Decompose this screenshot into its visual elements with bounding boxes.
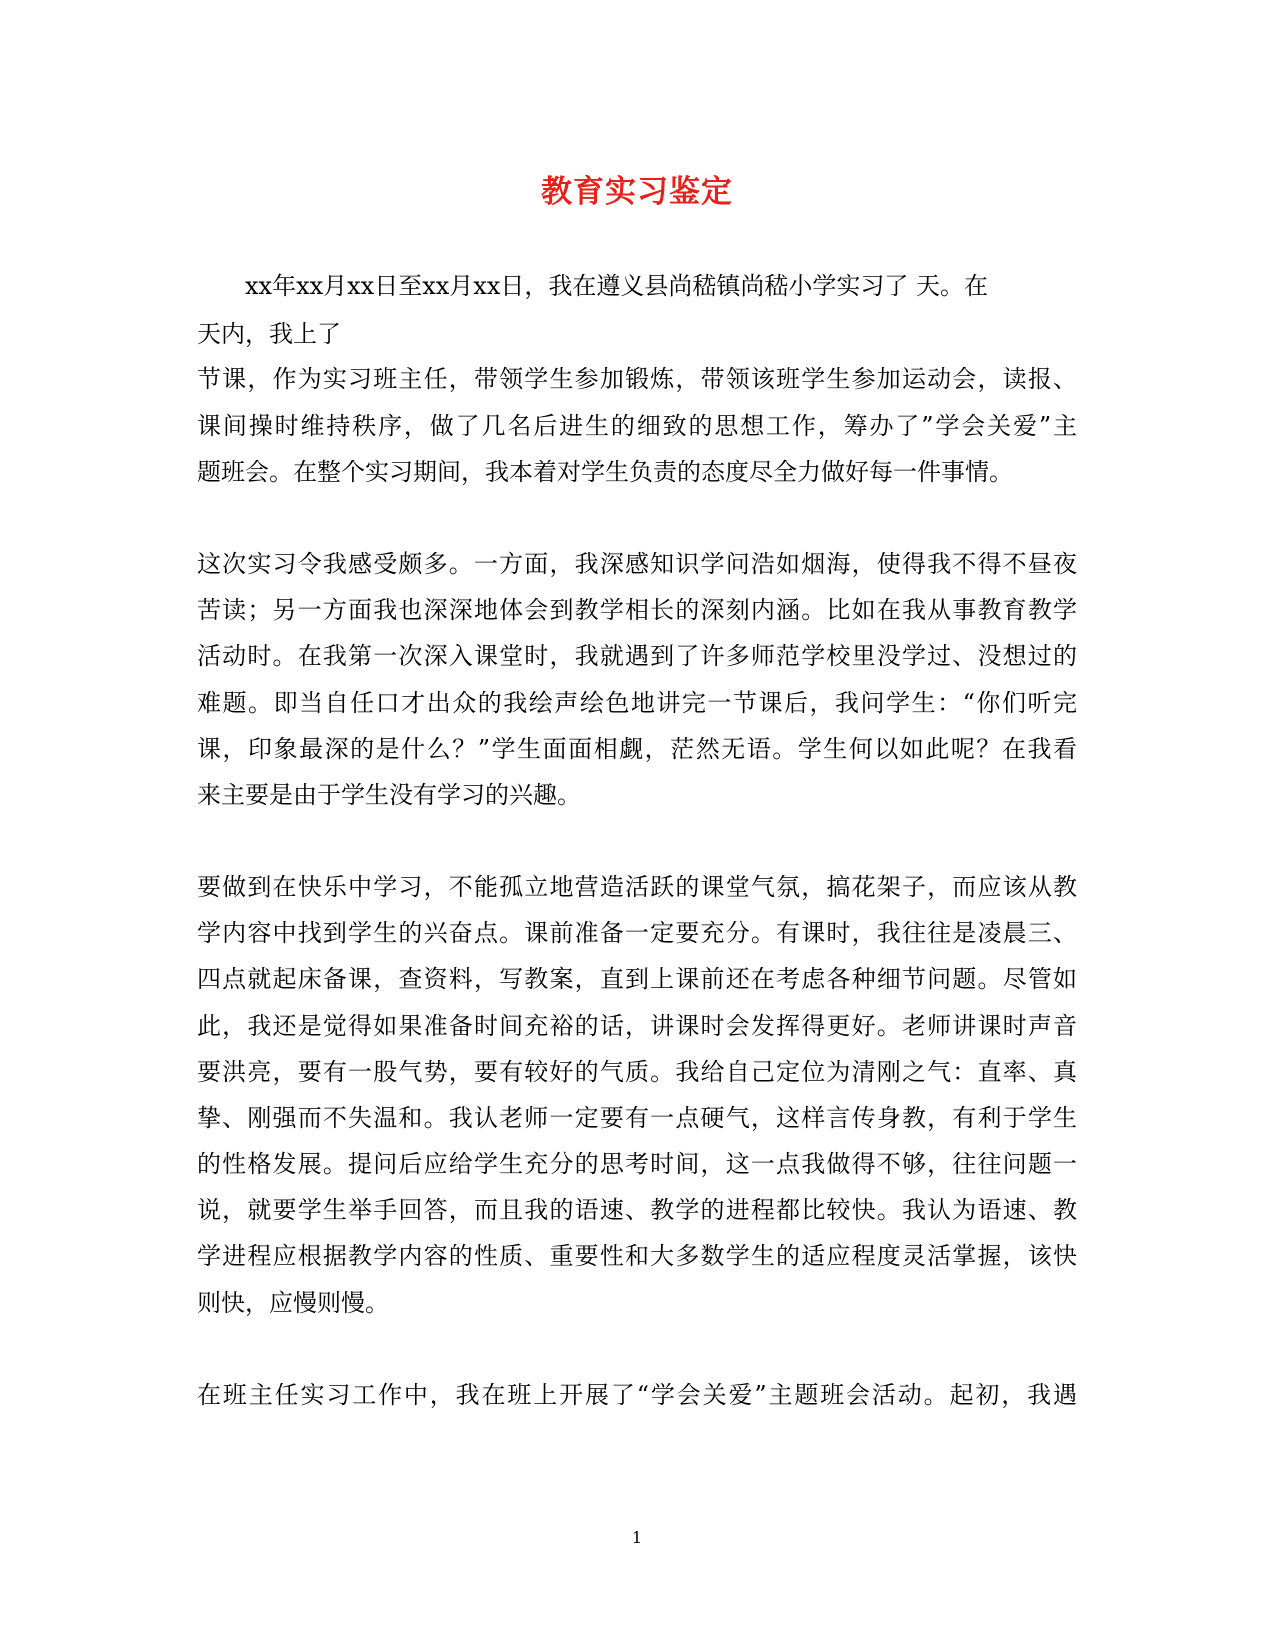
paragraph-3-line-8: 说，就要学生举手回答，而且我的语速、教学的进程都比较快。我认为语速、教	[197, 1196, 1077, 1224]
paragraph-3-line-2: 学内容中找到学生的兴奋点。课前准备一定要充分。有课时，我往往是凌晨三、	[197, 919, 1077, 947]
document-title: 教育实习鉴定	[541, 174, 733, 210]
paragraph-1-line-1: xx年xx月xx日至xx月xx日，我在遵义县尚嵇镇尚嵇小学实习了 天。在	[197, 272, 988, 300]
page-number: 1	[631, 1528, 643, 1547]
paragraph-2-line-6: 来主要是由于学生没有学习的兴趣。	[197, 781, 581, 809]
paragraph-1-line-3: 节课，作为实习班主任，带领学生参加锻炼，带领该班学生参加运动会，读报、	[197, 365, 1077, 393]
paragraph-3-line-3: 四点就起床备课，查资料，写教案，直到上课前还在考虑各种细节问题。尽管如	[197, 965, 1077, 993]
paragraph-3-line-10: 则快，应慢则慢。	[197, 1289, 389, 1317]
paragraph-2-line-5: 课，印象最深的是什么？”学生面面相觑，茫然无语。学生何以如此呢？在我看	[197, 735, 1077, 763]
paragraph-4-line-1: 在班主任实习工作中，我在班上开展了“学会关爱”主题班会活动。起初，我遇	[197, 1381, 1077, 1409]
paragraph-3-line-7: 的性格发展。提问后应给学生充分的思考时间，这一点我做得不够，往往问题一	[197, 1150, 1077, 1178]
paragraph-1-line-2: 天内，我上了	[197, 320, 341, 348]
paragraph-3-line-1: 要做到在快乐中学习，不能孤立地营造活跃的课堂气氛，搞花架子，而应该从教	[197, 873, 1077, 901]
paragraph-3-line-6: 挚、刚强而不失温和。我认老师一定要有一点硬气，这样言传身教，有利于学生	[197, 1104, 1077, 1132]
paragraph-2-line-1: 这次实习令我感受颇多。一方面，我深感知识学问浩如烟海，使得我不得不昼夜	[197, 550, 1077, 578]
paragraph-2-line-4: 难题。即当自任口才出众的我绘声绘色地讲完一节课后，我问学生：“你们听完	[197, 689, 1077, 717]
paragraph-1-line-4: 课间操时维持秩序，做了几名后进生的细致的思想工作，筹办了”学会关爱”主	[197, 412, 1077, 440]
paragraph-2-line-2: 苦读；另一方面我也深深地体会到教学相长的深刻内涵。比如在我从事教育教学	[197, 596, 1077, 624]
paragraph-3-line-5: 要洪亮，要有一股气势，要有较好的气质。我给自己定位为清刚之气：直率、真	[197, 1058, 1077, 1086]
paragraph-1-line-5: 题班会。在整个实习期间，我本着对学生负责的态度尽全力做好每一件事情。	[197, 458, 1013, 486]
paragraph-2-line-3: 活动时。在我第一次深入课堂时，我就遇到了许多师范学校里没学过、没想过的	[197, 642, 1077, 670]
paragraph-3-line-4: 此，我还是觉得如果准备时间充裕的话，讲课时会发挥得更好。老师讲课时声音	[197, 1012, 1077, 1040]
paragraph-3-line-9: 学进程应根据教学内容的性质、重要性和大多数学生的适应程度灵活掌握，该快	[197, 1242, 1077, 1270]
